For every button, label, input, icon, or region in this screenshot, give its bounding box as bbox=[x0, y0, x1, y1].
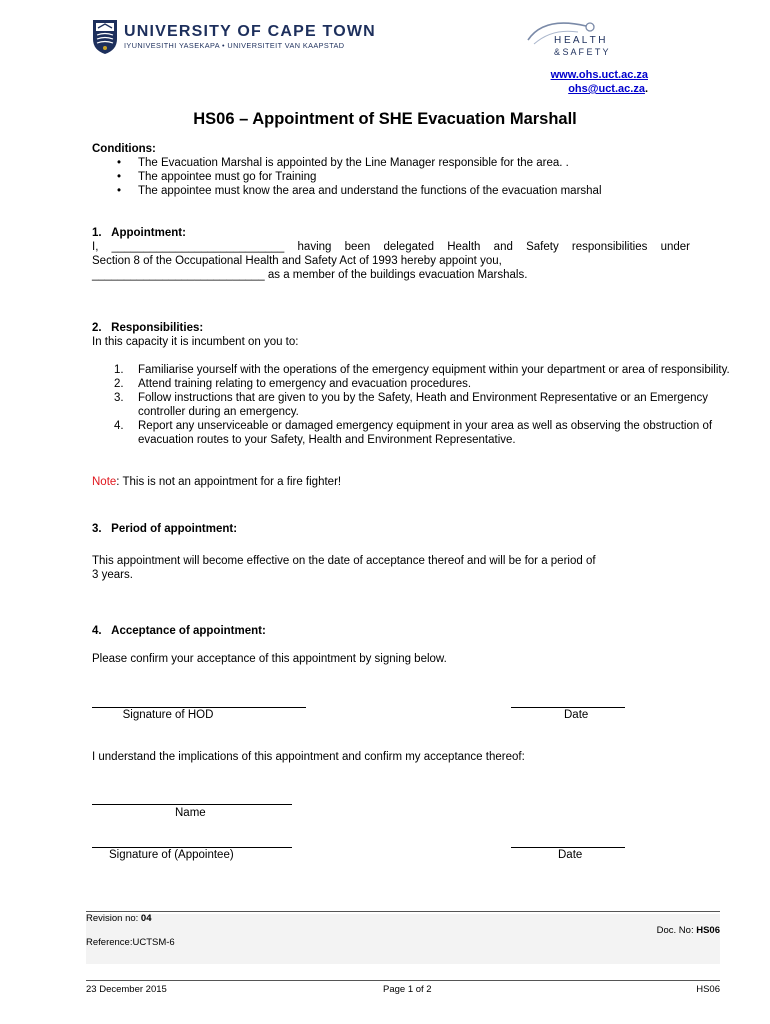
note-label: Note bbox=[92, 476, 117, 488]
period-heading: 3. Period of appointment: bbox=[92, 523, 238, 535]
hod-signature-label: Signature of HOD bbox=[122, 709, 214, 721]
item-number: 2. bbox=[114, 378, 124, 390]
note-text: : This is not an appointment for a fire fighter! bbox=[116, 476, 342, 488]
footer-code: HS06 bbox=[696, 984, 720, 995]
doc-number-label: Doc. No: bbox=[656, 925, 697, 936]
appointee-date-label: Date bbox=[558, 849, 583, 861]
period-line-2: 3 years. bbox=[92, 569, 133, 581]
conditions-list bbox=[92, 156, 602, 198]
footer-divider-top bbox=[86, 911, 720, 912]
university-subtitle: IYUNIVESITHI YASEKAPA • UNIVERSITEIT VAN KAAPSTAD bbox=[124, 41, 345, 50]
understand-text: I understand the implications of this appointment and confirm my acceptance thereof: bbox=[92, 751, 525, 763]
email-suffix: . bbox=[644, 83, 648, 95]
hs-logo-line2: & S A F E T Y bbox=[554, 47, 609, 57]
period-line-1: This appointment will become effective on the date of acceptance thereof and will be for a period of bbox=[92, 555, 596, 567]
hod-date-label: Date bbox=[564, 709, 589, 721]
note bbox=[92, 475, 341, 489]
list-item bbox=[92, 391, 758, 419]
conditions-heading: Conditions: bbox=[92, 143, 156, 155]
footer-divider-bottom bbox=[86, 980, 720, 981]
appointment-heading: 1. Appointment: bbox=[92, 227, 186, 239]
list-item bbox=[92, 377, 758, 391]
appointee-signature-label: Signature of (Appointee) bbox=[109, 849, 234, 861]
footer-date: 23 December 2015 bbox=[86, 984, 167, 995]
item-text: Follow instructions that are given to you by the Safety, Heath and Environment Representative or an Emergency controller during an emergency. bbox=[138, 392, 708, 418]
item-number: 1. bbox=[114, 364, 124, 376]
footer-box bbox=[86, 914, 720, 964]
item-text: Familiarise yourself with the operations of the emergency equipment within your department or area of responsibility. bbox=[138, 364, 730, 376]
appointment-line-3: ___________________________ as a member of the buildings evacuation Marshals. bbox=[92, 269, 528, 281]
list-item: • The appointee must know the area and understand the functions of the evacuation marshal bbox=[92, 184, 602, 198]
item-number: 4. bbox=[114, 420, 124, 432]
page-number: Page 1 of 2 bbox=[383, 984, 432, 995]
responsibilities-intro: In this capacity it is incumbent on you to: bbox=[92, 336, 299, 348]
item-text: Report any unserviceable or damaged emergency equipment in your area as well as observing the obstruction of evacuation routes to your Safety, Health and Environment Representative. bbox=[138, 420, 713, 446]
contact-links bbox=[551, 68, 648, 96]
responsibilities-list bbox=[92, 363, 758, 447]
website-link[interactable]: www.ohs.uct.ac.za bbox=[550, 69, 648, 81]
revision-label: Revision no: bbox=[86, 913, 141, 924]
university-name: UNIVERSITY OF CAPE TOWN bbox=[124, 23, 376, 40]
responsibilities-heading: 2. Responsibilities: bbox=[92, 322, 204, 334]
email-link[interactable]: ohs@uct.ac.za bbox=[568, 83, 645, 95]
acceptance-instruction: Please confirm your acceptance of this appointment by signing below. bbox=[92, 653, 447, 665]
list-item: • The appointee must go for Training bbox=[92, 170, 602, 184]
acceptance-heading: 4. Acceptance of appointment: bbox=[92, 625, 266, 637]
revision bbox=[86, 913, 152, 924]
health-safety-logo bbox=[524, 18, 642, 60]
name-label: Name bbox=[175, 807, 206, 819]
reference: Reference:UCTSM-6 bbox=[86, 937, 175, 948]
revision-value: 04 bbox=[140, 913, 152, 924]
uct-crest-logo bbox=[92, 19, 118, 55]
appointment-line-2: Section 8 of the Occupational Health and Safety Act of 1993 hereby appoint you, bbox=[92, 255, 502, 267]
hs-logo-line1: H E A L T H bbox=[554, 35, 606, 46]
list-item bbox=[92, 363, 758, 377]
page-title: HS06 – Appointment of SHE Evacuation Marshall bbox=[193, 110, 577, 128]
list-item bbox=[92, 419, 758, 447]
appointment-line-1: I, ___________________________ having been delegated Health and Safety responsibilities under bbox=[92, 241, 690, 253]
name-line[interactable] bbox=[92, 804, 292, 805]
item-text: Attend training relating to emergency and evacuation procedures. bbox=[138, 378, 472, 390]
doc-number-value: HS06 bbox=[696, 925, 720, 936]
list-item: • The Evacuation Marshal is appointed by the Line Manager responsible for the area. . bbox=[92, 156, 602, 170]
doc-number bbox=[657, 925, 720, 936]
item-number: 3. bbox=[114, 392, 124, 404]
